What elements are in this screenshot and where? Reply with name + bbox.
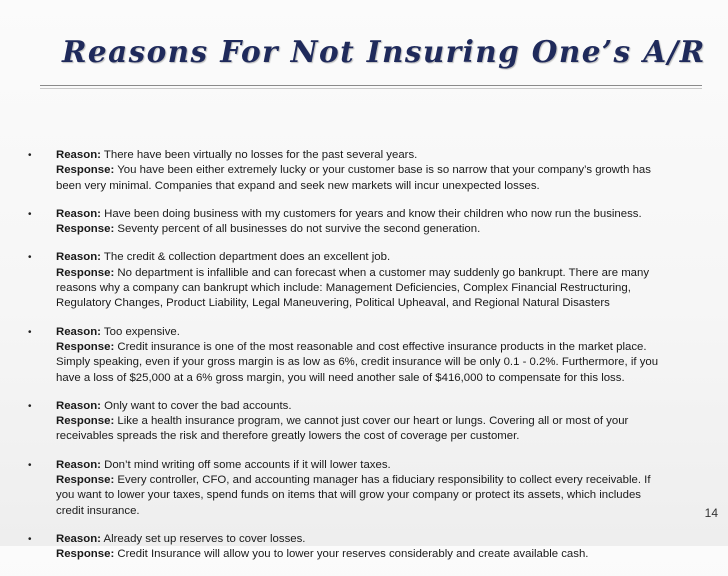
response-line: [56, 266, 708, 281]
reason-item: [0, 399, 728, 445]
reason-label: Reason:: [56, 458, 101, 471]
response-continuation: you want to lower your taxes, spend funds on items that will grow your company or protect its assets, which includes: [56, 489, 641, 502]
reason-label: Reason:: [56, 325, 101, 338]
bullet-icon: •: [28, 533, 32, 545]
response-label: Response:: [56, 266, 115, 279]
bullet-icon: •: [28, 400, 32, 412]
reason-text: Already set up reserves to cover losses.: [103, 532, 306, 545]
response-text: Like a health insurance program, we cannot just cover our heart or lungs. Covering all or most of your: [117, 415, 629, 428]
response-line: [56, 222, 708, 237]
reason-text: Don’t mind writing off some accounts if it will lower taxes.: [104, 458, 391, 471]
reason-item: [0, 207, 728, 238]
response-line: [56, 340, 708, 355]
response-continuation: Regulatory Changes, Product Liability, Legal Maneuvering, Political Upheaval, and Regional Natural Disasters: [56, 297, 610, 310]
reason-item: [0, 250, 728, 311]
reason-text: Have been doing business with my customers for years and know their children who now run the business.: [104, 207, 642, 220]
reason-label: Reason:: [56, 251, 101, 264]
bullet-icon: •: [28, 208, 32, 220]
reason-item: [0, 458, 728, 519]
reason-item: [0, 148, 728, 194]
reason-item: [0, 325, 728, 386]
bullet-icon: •: [28, 459, 32, 471]
reason-line: [56, 325, 708, 340]
reason-text: Too expensive.: [103, 325, 180, 338]
response-label: Response:: [56, 164, 115, 177]
response-label: Response:: [56, 340, 115, 353]
response-continuation: receivables spreads the risk and therefore greatly lowers the cost of coverage per customer.: [56, 430, 520, 443]
response-continuation: credit insurance.: [56, 504, 140, 517]
response-text: Every controller, CFO, and accounting manager has a fiduciary responsibility to collect every receivable. If: [117, 474, 651, 487]
response-continuation: have a loss of $25,000 at a 6% gross margin, you will need another sale of $416,000 to compensate for this loss.: [56, 371, 625, 384]
response-label: Response:: [56, 415, 115, 428]
reason-text: The credit & collection department does an excellent job.: [103, 251, 391, 264]
response-text: Credit Insurance will allow you to lower your reserves considerably and create available cash.: [117, 548, 589, 561]
reasons-list: [0, 148, 728, 576]
bullet-icon: •: [28, 252, 32, 264]
response-text: No department is infallible and can forecast when a customer may suddenly go bankrupt. There are many: [117, 266, 650, 279]
response-line: [56, 414, 708, 429]
response-text: Seventy percent of all businesses do not survive the second generation.: [117, 223, 481, 236]
reason-label: Reason:: [56, 532, 101, 545]
reason-line: [56, 532, 708, 547]
response-continuation: been very minimal. Companies that expand and seek new markets will incur unexpected losses.: [56, 179, 540, 192]
page-number: 14: [704, 506, 718, 520]
response-label: Response:: [56, 223, 115, 236]
reason-label: Reason:: [56, 399, 101, 412]
reason-line: [56, 250, 708, 265]
response-label: Response:: [56, 548, 115, 561]
reason-text: Only want to cover the bad accounts.: [104, 399, 292, 412]
response-text: You have been either extremely lucky or your customer base is so narrow that your company’s growth has: [117, 164, 651, 177]
title-underline: [40, 85, 702, 86]
bullet-icon: •: [28, 326, 32, 338]
reason-item: [0, 532, 728, 563]
reason-line: [56, 399, 708, 414]
bullet-icon: •: [28, 150, 32, 161]
reason-label: Reason:: [56, 149, 101, 161]
slide-title: Reasons For Not Insuring One’s A/R: [62, 34, 706, 69]
response-line: [56, 163, 708, 178]
title-underline-shadow: [40, 88, 702, 89]
response-label: Response:: [56, 474, 115, 487]
reason-label: Reason:: [56, 207, 101, 220]
response-line: [56, 547, 708, 562]
reason-line: [56, 148, 708, 163]
reason-line: [56, 207, 708, 222]
reason-text: There have been virtually no losses for the past several years.: [103, 149, 418, 161]
response-line: [56, 473, 708, 488]
response-continuation: Simply speaking, even if your gross margin is as low as 6%, credit insurance will be only 0.1 - 0.2%. Furthermore, if you: [56, 356, 659, 369]
response-continuation: reasons why a company can bankrupt which include: Management Deficiencies, Complex Financial Restructuring,: [56, 282, 631, 295]
response-text: Credit insurance is one of the most reasonable and cost effective insurance products in the market place.: [117, 340, 647, 353]
reason-line: [56, 458, 708, 473]
